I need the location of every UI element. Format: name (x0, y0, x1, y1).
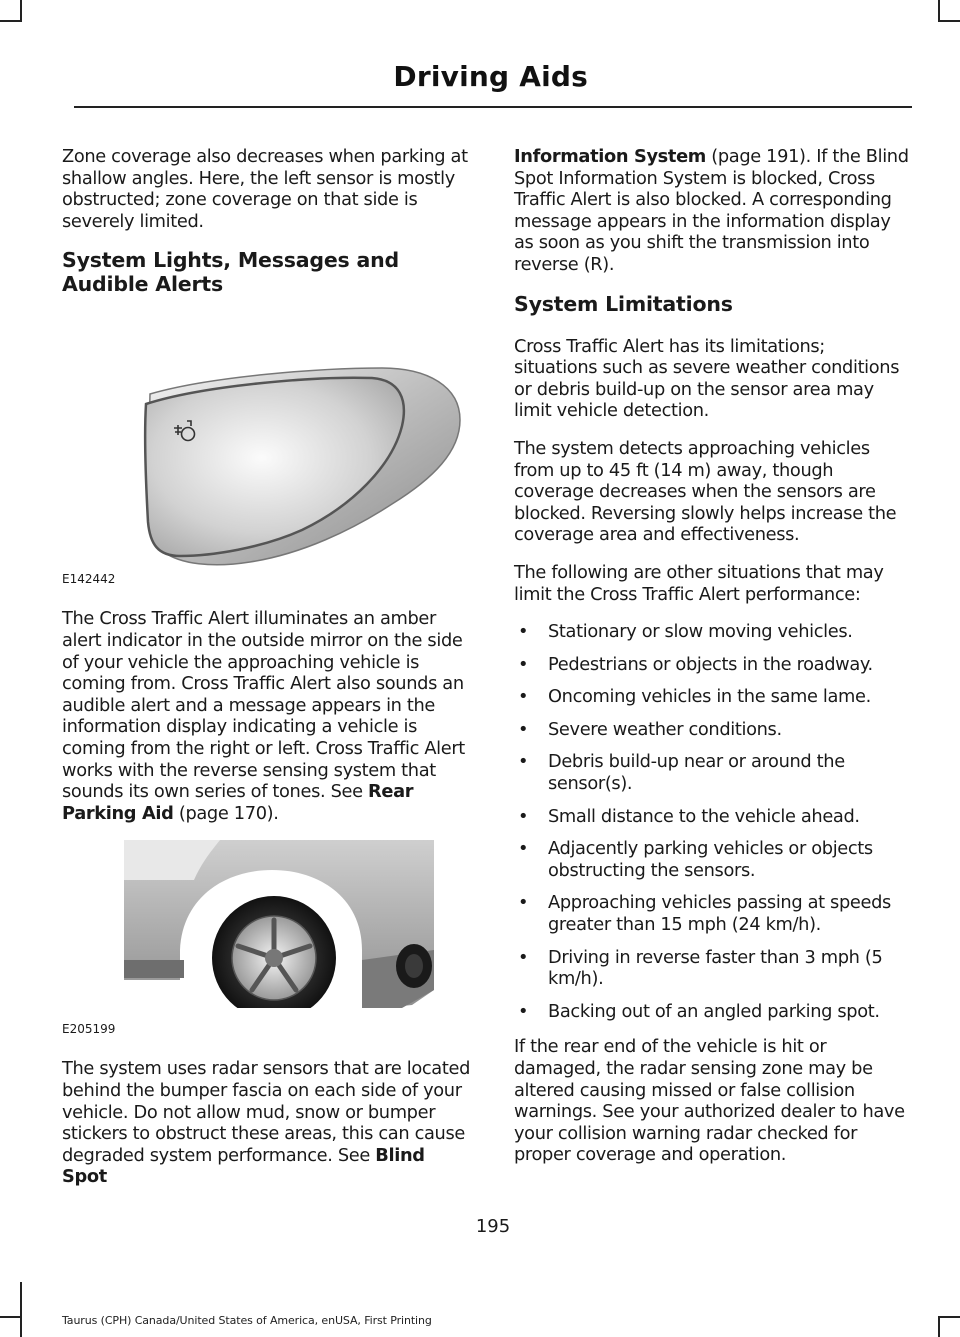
crop-mark (938, 0, 940, 22)
crop-mark (20, 0, 22, 22)
crop-mark (0, 20, 22, 22)
list-item (514, 806, 910, 828)
blind-spot-link[interactable]: Blind Spot (62, 1144, 425, 1188)
bullet-marker: • (518, 892, 529, 914)
list-item (514, 719, 910, 741)
list-item (514, 686, 910, 708)
list-item (514, 621, 910, 643)
bullet-marker: • (518, 946, 529, 968)
figure-id-bumper: E205199 (62, 1022, 116, 1037)
list-item-text: Backing out of an angled parking spot. (548, 1000, 880, 1022)
bullet-marker: • (518, 1000, 529, 1022)
crop-mark (938, 1316, 960, 1318)
left-column (62, 146, 472, 1204)
paragraph-limitations: Cross Traffic Alert has its limitations; situations such as severe weather conditions or debris build-up on the sensor area may limit vehicle detection. (514, 335, 900, 422)
page-number: 195 (475, 1216, 511, 1237)
list-item (514, 1001, 910, 1023)
list-item-text: Stationary or slow moving vehicles. (548, 621, 853, 643)
paragraph-text: The system uses radar sensors that are located behind the bumper fascia on each side of your vehicle. Do not allow mud, snow or bumper stickers to obstruct these areas, this can cause degraded system performance. See (62, 1058, 471, 1166)
bullet-marker: • (518, 686, 529, 708)
bullet-marker: • (518, 718, 529, 740)
paragraph-rear-damage: If the rear end of the vehicle is hit or damaged, the radar sensing zone may be altered causing missed or false collision warnings. See your authorized dealer to have your collision warning radar checked for proper coverage and operation. (514, 1036, 905, 1166)
paragraph-other-situations: The following are other situations that may limit the Cross Traffic Alert performance: (514, 561, 884, 605)
list-item-text: Adjacently parking vehicles or objects obstructing the sensors. (548, 838, 873, 881)
side-mirror-illustration (62, 316, 472, 566)
list-item-text: Pedestrians or objects in the roadway. (548, 653, 873, 675)
paragraph-zone-coverage: Zone coverage also decreases when parking at shallow angles. Here, the left sensor is mostly obstructed; zone coverage on that side is severely limited. (62, 146, 468, 232)
crop-mark (938, 1316, 940, 1337)
crop-mark (938, 20, 960, 22)
list-item (514, 892, 910, 935)
list-item-text: Small distance to the vehicle ahead. (548, 805, 860, 827)
list-item (514, 654, 910, 676)
information-system-link[interactable]: Information System (514, 146, 706, 167)
header-divider (74, 106, 912, 108)
page-reference: (page 170). (173, 802, 279, 824)
bullet-marker: • (518, 751, 529, 773)
paragraph-bsis-blocked (514, 146, 910, 276)
bullet-marker: • (518, 805, 529, 827)
footer-text: Taurus (CPH) Canada/United States of America, enUSA, First Printing (62, 1314, 432, 1327)
list-item-text: Approaching vehicles passing at speeds greater than 15 mph (24 km/h). (548, 892, 891, 936)
bullet-marker: • (518, 621, 529, 643)
limitations-list (514, 621, 910, 1022)
bullet-marker: • (518, 653, 529, 675)
list-item-text: Severe weather conditions. (548, 718, 782, 740)
list-item-text: Oncoming vehicles in the same lame. (548, 686, 871, 708)
bullet-marker: • (518, 838, 529, 860)
paragraph-detection-range: The system detects approaching vehicles from up to 45 ft (14 m) away, though coverage decreases when the sensors are blocked. Reversing slowly helps increase the coverage area and effectiveness. (514, 437, 897, 546)
list-item (514, 838, 910, 881)
list-item (514, 947, 910, 990)
crop-mark (20, 1282, 22, 1337)
heading-system-lights: System Lights, Messages and Audible Alerts (62, 248, 399, 297)
rear-parking-aid-link[interactable]: Rear Parking Aid (62, 781, 414, 824)
mirror-figure (62, 316, 472, 586)
paragraph-text: (page 191). If the Blind Spot Information System is blocked, Cross Traffic Alert is also blocked. A corresponding message appears in the information display as soon as you shift the transmission into reverse (R). (514, 146, 909, 275)
crop-mark (0, 1316, 22, 1318)
rear-bumper-sensor-illustration (62, 840, 472, 1020)
list-item-text: Driving in reverse faster than 3 mph (5 km/h). (548, 946, 883, 990)
figure-id-mirror: E142442 (62, 572, 116, 587)
bumper-figure (62, 840, 472, 1036)
paragraph-alert-indicator (62, 608, 472, 824)
list-item (514, 751, 910, 794)
right-column (514, 146, 910, 1182)
page-title: Driving Aids (393, 60, 588, 93)
heading-system-limitations: System Limitations (514, 291, 733, 316)
paragraph-text: The Cross Traffic Alert illuminates an amber alert indicator in the outside mirror on the side of your vehicle the approaching vehicle is coming from. Cross Traffic Alert also sounds an audible alert and a message appears in the information display indicating a vehicle is coming from the right or left. Cross Traffic Alert works with the reverse sensing system that sounds its own series of tones. See (62, 608, 465, 803)
list-item-text: Debris build-up near or around the sensor(s). (548, 751, 845, 795)
paragraph-radar-sensors (62, 1058, 472, 1188)
